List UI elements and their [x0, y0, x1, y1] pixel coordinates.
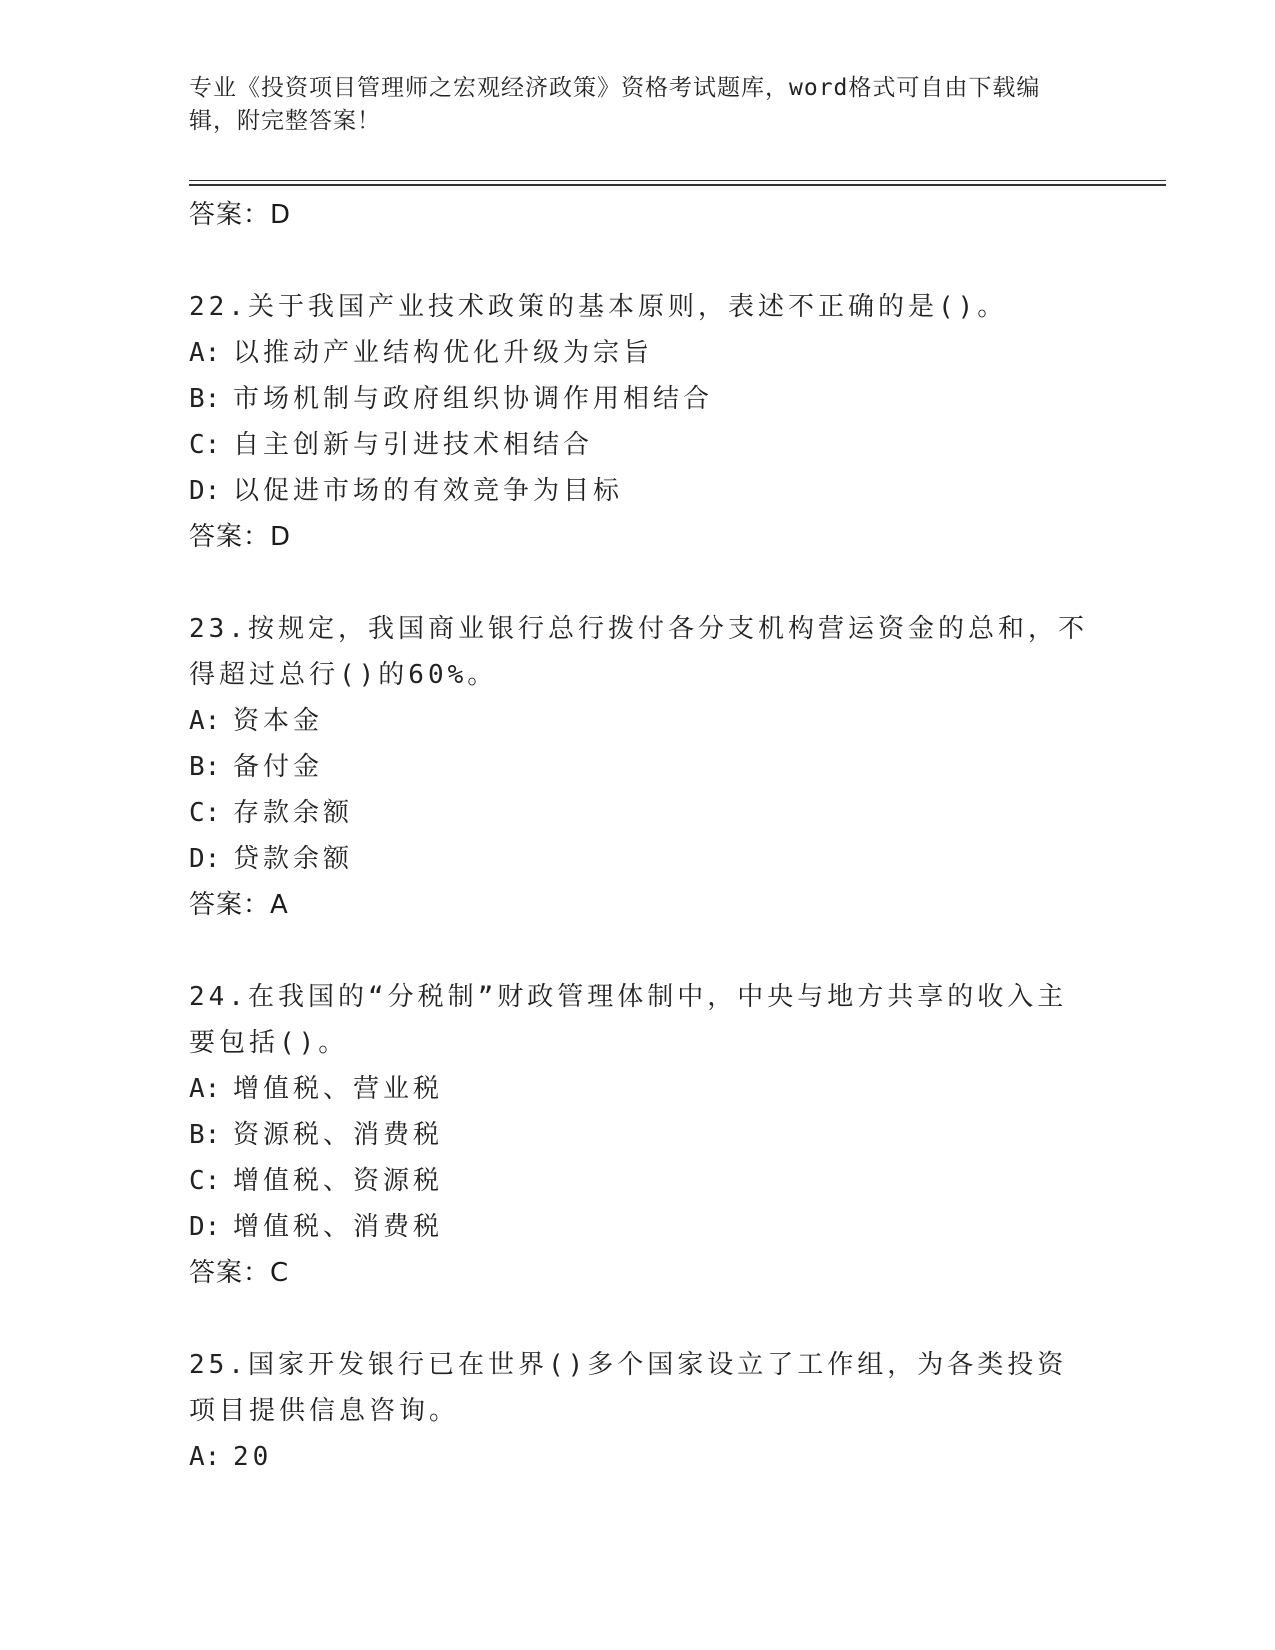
option-d — [189, 468, 1089, 514]
question-stem: 24.在我国的“分税制”财政管理体制中，中央与地方共享的收入主要包括()。 — [189, 982, 1068, 1058]
option-text: 自主创新与引进技术相结合 — [233, 430, 594, 460]
option-letter: B: — [189, 384, 221, 414]
option-text: 以促进市场的有效竞争为目标 — [233, 476, 624, 506]
question-stem: 25.国家开发银行已在世界()多个国家设立了工作组，为各类投资项目提供信息咨询。 — [189, 1350, 1068, 1426]
answer-value: A — [270, 890, 289, 920]
option-letter: C: — [189, 1166, 221, 1196]
option-text: 存款余额 — [233, 798, 354, 828]
question-block — [189, 284, 1089, 560]
option-text: 以推动产业结构优化升级为宗旨 — [233, 338, 654, 368]
answer-prefix: 答案： — [189, 200, 271, 230]
question-block — [189, 974, 1089, 1296]
option-text: 增值税、资源税 — [233, 1166, 444, 1196]
option-b — [189, 376, 1089, 422]
header-divider-thin — [189, 180, 1166, 181]
option-d — [189, 1204, 1089, 1250]
option-text: 增值税、营业税 — [233, 1074, 444, 1104]
question-stem: 23.按规定，我国商业银行总行拨付各分支机构营运资金的总和，不得超过总行()的60%。 — [189, 614, 1088, 690]
option-text: 贷款余额 — [233, 844, 354, 874]
option-a — [189, 330, 1089, 376]
answer-prefix: 答案： — [189, 522, 271, 552]
option-b — [189, 1112, 1089, 1158]
option-c — [189, 422, 1089, 468]
answer-line — [189, 192, 1089, 238]
header-divider-thick — [189, 184, 1166, 186]
option-text: 资本金 — [233, 706, 324, 736]
option-letter: C: — [189, 798, 221, 828]
question-list — [189, 192, 1089, 1480]
option-letter: A: — [189, 1074, 221, 1104]
option-letter: A: — [189, 1442, 221, 1472]
option-letter: D: — [189, 844, 221, 874]
option-letter: D: — [189, 476, 221, 506]
answer-value: C — [270, 1258, 290, 1288]
question-block — [189, 606, 1089, 928]
option-letter: A: — [189, 706, 221, 736]
option-c — [189, 790, 1089, 836]
answer-prefix: 答案： — [189, 890, 271, 920]
option-letter: A: — [189, 338, 221, 368]
option-a — [189, 1434, 1089, 1480]
option-a — [189, 1066, 1089, 1112]
option-b — [189, 744, 1089, 790]
document-header-note: 专业《投资项目管理师之宏观经济政策》资格考试题库，word格式可自由下载编辑，附完整答案！ — [189, 75, 1041, 134]
answer-value: D — [270, 200, 292, 230]
question-block — [189, 1342, 1089, 1480]
answer-line — [189, 882, 1089, 928]
option-text: 资源税、消费税 — [233, 1120, 444, 1150]
option-letter: D: — [189, 1212, 221, 1242]
answer-line — [189, 514, 1089, 560]
option-text: 市场机制与政府组织协调作用相结合 — [233, 384, 714, 414]
option-text: 备付金 — [233, 752, 324, 782]
answer-prefix: 答案： — [189, 1258, 271, 1288]
option-c — [189, 1158, 1089, 1204]
option-d — [189, 836, 1089, 882]
option-text: 增值税、消费税 — [233, 1212, 444, 1242]
option-letter: C: — [189, 430, 221, 460]
option-letter: B: — [189, 1120, 221, 1150]
answer-value: D — [270, 522, 292, 552]
option-letter: B: — [189, 752, 221, 782]
question-stem: 22.关于我国产业技术政策的基本原则，表述不正确的是()。 — [189, 292, 1008, 322]
option-text: 20 — [233, 1442, 273, 1472]
answer-line — [189, 1250, 1089, 1296]
option-a — [189, 698, 1089, 744]
